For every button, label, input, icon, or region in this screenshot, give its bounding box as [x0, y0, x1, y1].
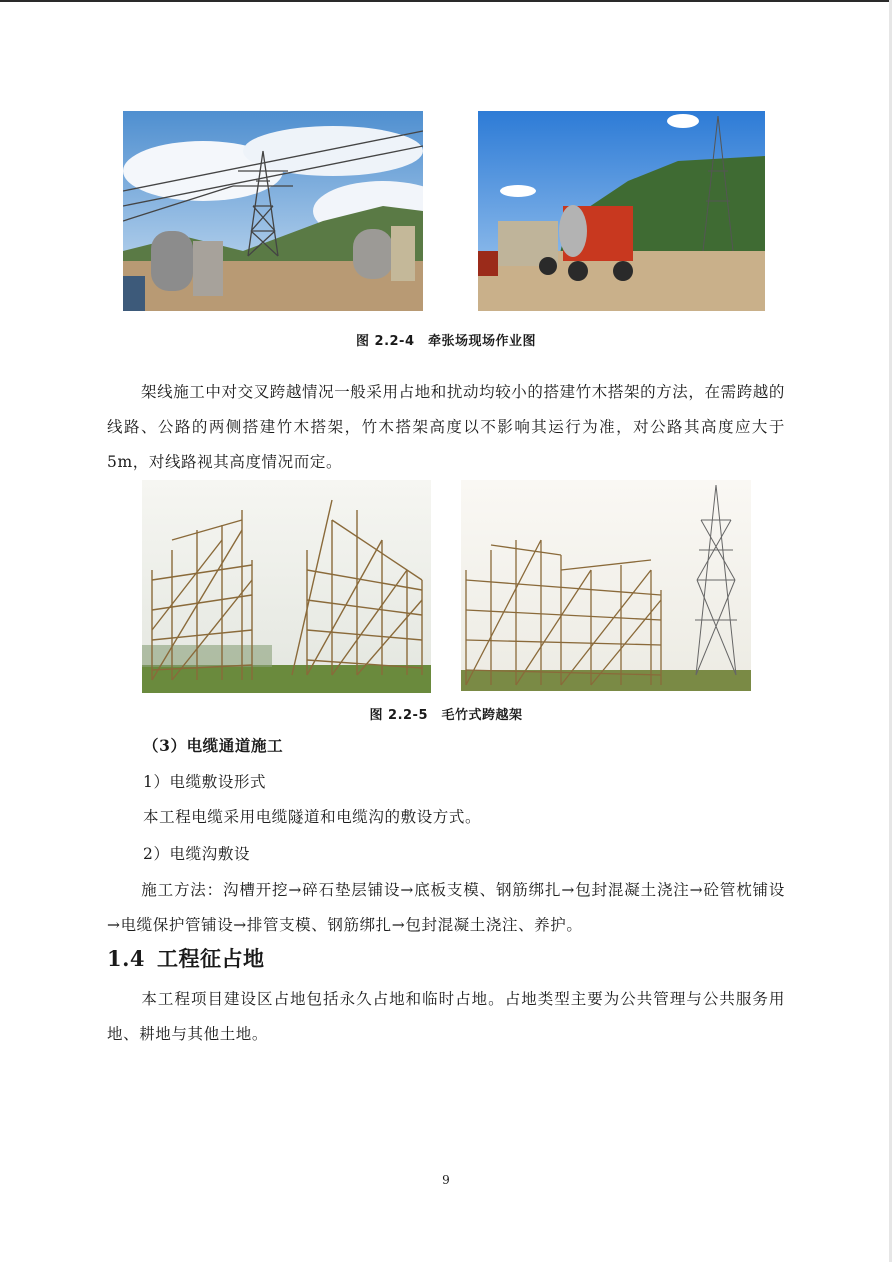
- section-title: 工程征占地: [157, 946, 265, 971]
- photo-bamboo-frame-right: [461, 480, 751, 691]
- page-number: 9: [442, 1173, 450, 1187]
- page-top-border: [0, 0, 892, 2]
- photo-bamboo-frame-left: [142, 480, 431, 693]
- figure-caption: 图 2.2-5 毛竹式跨越架: [369, 708, 523, 723]
- section-number: 1.4: [107, 946, 146, 971]
- item-title: 2）电缆沟敷设: [143, 845, 251, 863]
- paragraph: 施工方法：沟槽开挖→碎石垫层铺设→底板支模、钢筋绑扎→包封混凝土浇注→砼管枕铺设→电缆保护管铺设→排管支模、钢筋绑扎→包封混凝土浇注、养护。: [107, 881, 785, 934]
- paragraph: 本工程项目建设区占地包括永久占地和临时占地。占地类型主要为公共管理与公共服务用地、耕地与其他土地。: [107, 990, 785, 1043]
- photo-tension-site-right: [478, 111, 765, 311]
- subsection-title: （3）电缆通道施工: [143, 736, 284, 755]
- photo-tension-site-left: [123, 111, 423, 311]
- figure-caption: 图 2.2-4 牵张场现场作业图: [356, 334, 536, 349]
- section-heading: [107, 943, 265, 973]
- paragraph: 架线施工中对交叉跨越情况一般采用占地和扰动均较小的搭建竹木搭架的方法，在需跨越的线路、公路的两侧搭建竹木搭架，竹木搭架高度以不影响其运行为准，对公路其高度应大于 5m，对线路视其高度情况而定。: [107, 383, 786, 471]
- item-text: 本工程电缆采用电缆隧道和电缆沟的敷设方式。: [143, 808, 482, 826]
- item-title: 1）电缆敷设形式: [143, 773, 267, 791]
